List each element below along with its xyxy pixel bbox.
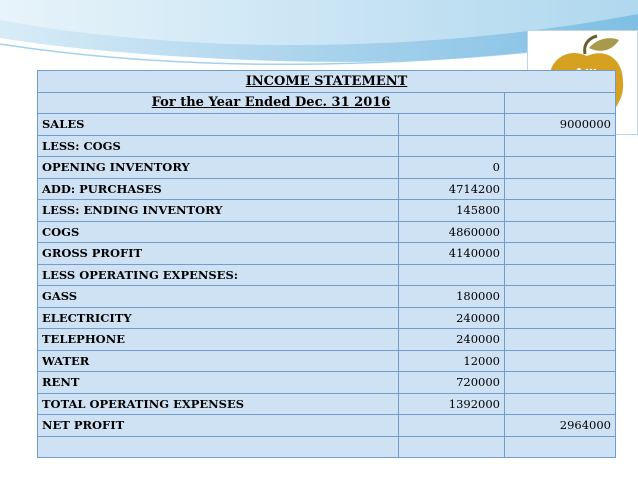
row-amount <box>399 436 505 458</box>
row-amount <box>399 264 505 286</box>
row-label: GROSS PROFIT <box>38 243 399 265</box>
row-amount: 720000 <box>399 372 505 394</box>
row-total <box>505 436 616 458</box>
row-amount: 240000 <box>399 307 505 329</box>
row-total <box>505 135 616 157</box>
statement-period-row <box>38 92 616 114</box>
table-row <box>38 157 616 179</box>
row-label: COGS <box>38 221 399 243</box>
row-amount: 4714200 <box>399 178 505 200</box>
table-row <box>38 307 616 329</box>
row-total: 2964000 <box>505 415 616 437</box>
row-label <box>38 436 399 458</box>
row-label: SALES <box>38 114 399 136</box>
row-label: LESS: COGS <box>38 135 399 157</box>
row-total <box>505 243 616 265</box>
table-row <box>38 200 616 222</box>
row-total <box>505 307 616 329</box>
row-amount: 180000 <box>399 286 505 308</box>
table-row <box>38 372 616 394</box>
row-label: TOTAL OPERATING EXPENSES <box>38 393 399 415</box>
row-amount: 12000 <box>399 350 505 372</box>
statement-title: INCOME STATEMENT <box>38 71 616 93</box>
row-amount <box>399 114 505 136</box>
table-row <box>38 436 616 458</box>
table-row <box>38 135 616 157</box>
row-label: TELEPHONE <box>38 329 399 351</box>
row-amount: 4860000 <box>399 221 505 243</box>
row-total <box>505 200 616 222</box>
table-row <box>38 286 616 308</box>
table-row <box>38 264 616 286</box>
row-label: GASS <box>38 286 399 308</box>
table-row <box>38 221 616 243</box>
row-total <box>505 350 616 372</box>
row-amount: 145800 <box>399 200 505 222</box>
row-amount <box>399 135 505 157</box>
row-amount: 1392000 <box>399 393 505 415</box>
empty-cell <box>505 92 616 114</box>
row-total <box>505 264 616 286</box>
row-label: LESS OPERATING EXPENSES: <box>38 264 399 286</box>
row-label: NET PROFIT <box>38 415 399 437</box>
table-row <box>38 329 616 351</box>
table-row <box>38 393 616 415</box>
row-label: OPENING INVENTORY <box>38 157 399 179</box>
statement-period: For the Year Ended Dec. 31 2016 <box>38 92 505 114</box>
row-label: ELECTRICITY <box>38 307 399 329</box>
table-row <box>38 415 616 437</box>
table-row <box>38 114 616 136</box>
row-label: ADD: PURCHASES <box>38 178 399 200</box>
row-label: LESS: ENDING INVENTORY <box>38 200 399 222</box>
row-total <box>505 372 616 394</box>
table-row <box>38 350 616 372</box>
row-total <box>505 157 616 179</box>
row-total <box>505 221 616 243</box>
row-total <box>505 393 616 415</box>
table-row <box>38 243 616 265</box>
row-label: RENT <box>38 372 399 394</box>
statement-title-row <box>38 71 616 93</box>
row-total <box>505 286 616 308</box>
row-total <box>505 329 616 351</box>
row-amount <box>399 415 505 437</box>
row-total: 9000000 <box>505 114 616 136</box>
row-amount: 4140000 <box>399 243 505 265</box>
row-label: WATER <box>38 350 399 372</box>
row-amount: 240000 <box>399 329 505 351</box>
income-statement-table <box>37 70 616 458</box>
row-total <box>505 178 616 200</box>
row-amount: 0 <box>399 157 505 179</box>
table-row <box>38 178 616 200</box>
